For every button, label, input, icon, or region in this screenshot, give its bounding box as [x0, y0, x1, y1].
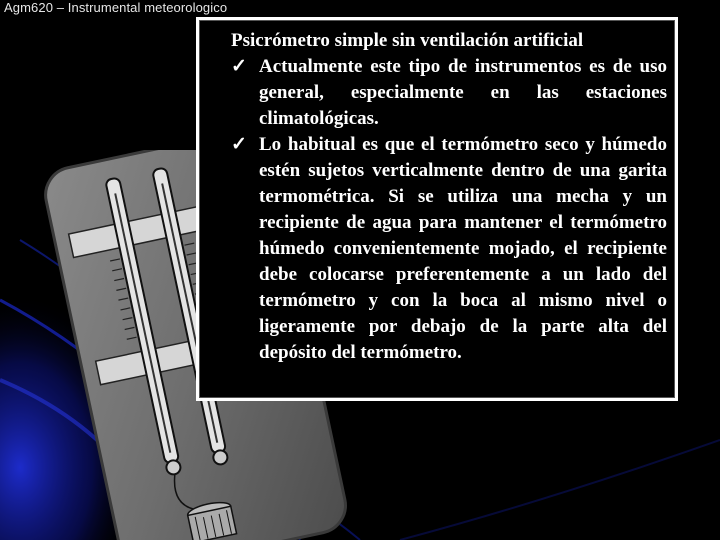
bullet-text: Lo habitual es que el termómetro seco y húmedo estén sujetos verticalmente dentro de una garita termométrica. Si se utiliza una mecha y un recipiente de agua para mantener el termómetro húmedo convenientemente mojado, el recipiente debe colocarse preferentemente a un lado del termómetro y con la boca al mismo nivel o ligeramente por debajo de la parte alta del depósito del termómetro. — [259, 134, 667, 363]
text-panel — [196, 17, 678, 401]
slide-header: Agm620 – Instrumental meteorologico — [4, 0, 228, 15]
bullet-item — [231, 132, 667, 366]
checkmark-icon: ✓ — [231, 56, 247, 77]
slide-title: Psicrómetro simple sin ventilación artificial — [231, 30, 584, 51]
bullet-text: Actualmente este tipo de instrumentos es de uso general, especialmente en las estaciones climatológicas. — [259, 56, 667, 129]
text-content — [231, 28, 667, 366]
checkmark-icon: ✓ — [231, 134, 247, 155]
bullet-item — [231, 54, 667, 132]
